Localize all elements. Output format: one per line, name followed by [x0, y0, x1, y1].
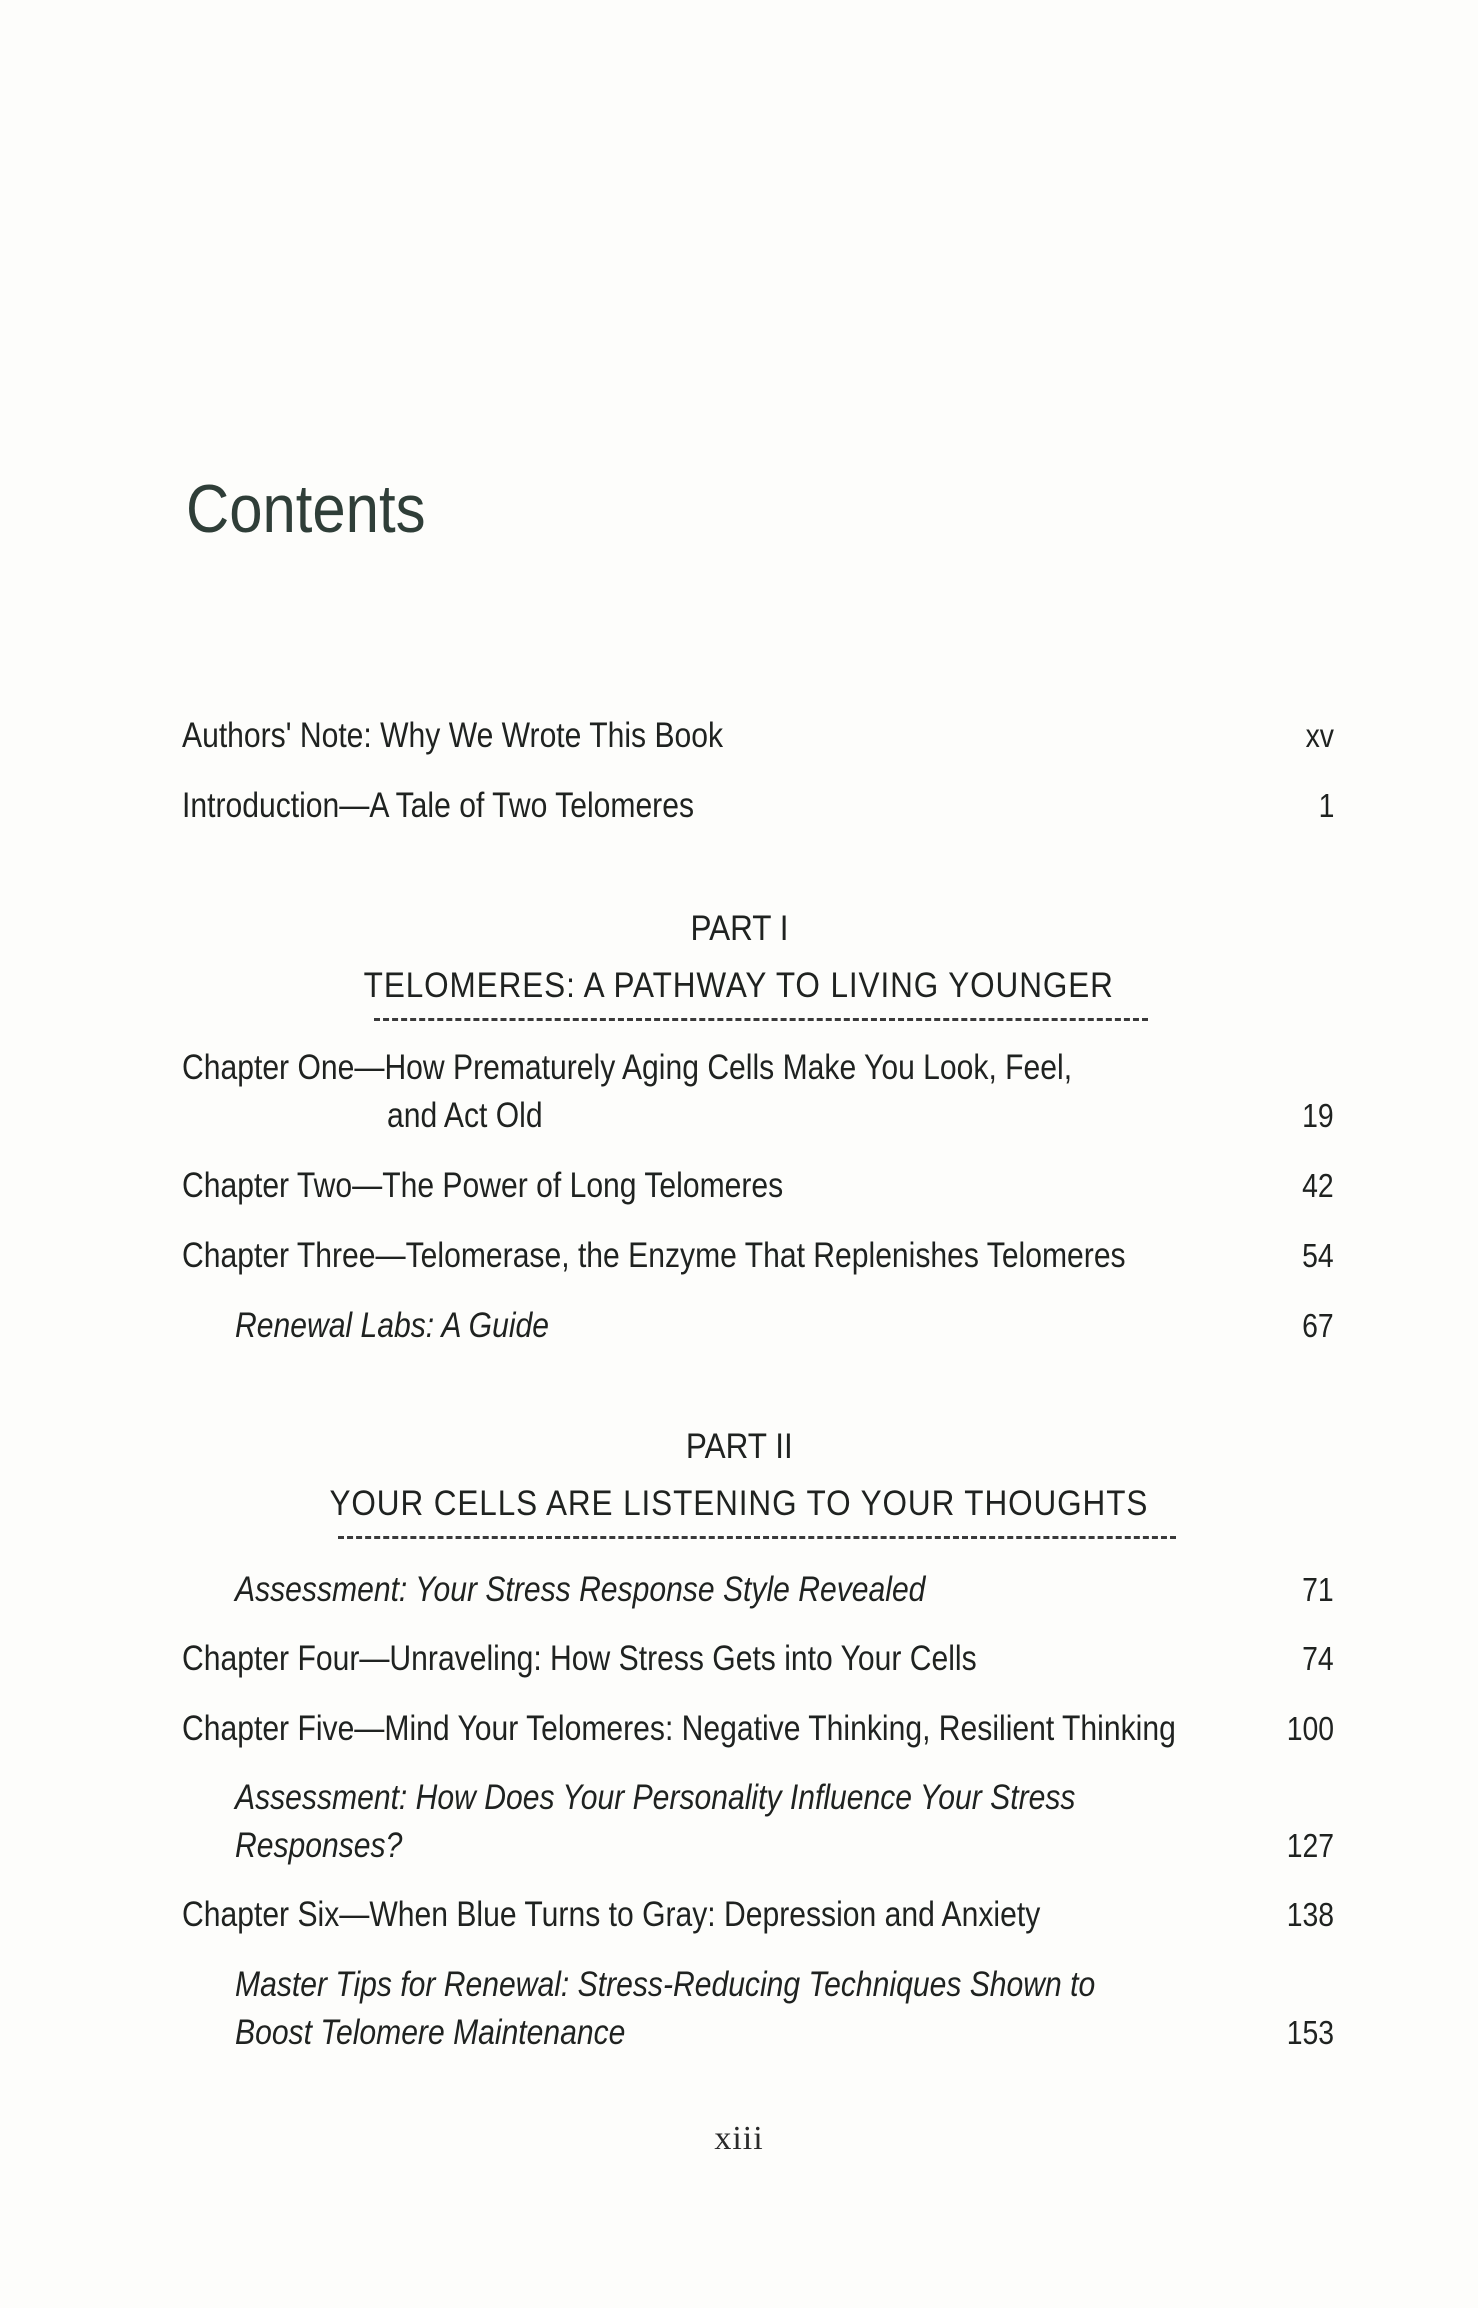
part-divider [374, 1018, 1148, 1021]
toc-page-number: 74 [1302, 1640, 1334, 1677]
toc-entry-chapter-three[interactable] [182, 1232, 1334, 1280]
part-title: YOUR CELLS ARE LISTENING TO YOUR THOUGHTS [329, 1484, 1149, 1523]
toc-entry-label: Chapter One—How Prematurely Aging Cells Make You Look, Feel, [182, 1048, 1073, 1087]
part-divider [338, 1536, 1176, 1539]
part-number: PART I [689, 909, 789, 948]
toc-entry-label-continued: and Act Old [387, 1096, 543, 1135]
toc-entry-introduction[interactable] [182, 782, 1334, 830]
toc-entry-label: Assessment: Your Stress Response Style Revealed [235, 1570, 926, 1609]
toc-entry-label: Chapter Six—When Blue Turns to Gray: Depression and Anxiety [182, 1895, 1041, 1934]
toc-page-number: 67 [1302, 1307, 1334, 1344]
toc-entry-authors-note[interactable] [182, 712, 1334, 760]
toc-page-number: 19 [1302, 1097, 1334, 1134]
toc-entry-master-tips[interactable] [235, 1961, 1334, 2057]
toc-page-number: 127 [1286, 1827, 1334, 1864]
toc-page-number: 100 [1286, 1710, 1334, 1747]
toc-page-number: 71 [1302, 1571, 1334, 1608]
toc-entry-label: Assessment: How Does Your Personality Influence Your Stress [235, 1778, 1076, 1817]
part-number: PART II [685, 1427, 793, 1466]
toc-entry-chapter-six[interactable] [182, 1891, 1334, 1939]
toc-entry-chapter-five[interactable] [182, 1705, 1334, 1753]
toc-page-number: 42 [1302, 1167, 1334, 1204]
toc-entry-assessment-personality[interactable] [235, 1774, 1334, 1870]
toc-page-number: xv [1305, 717, 1334, 754]
toc-entry-renewal-labs[interactable] [235, 1302, 1334, 1350]
toc-entry-label-continued: Responses? [235, 1826, 403, 1865]
part-title: TELOMERES: A PATHWAY TO LIVING YOUNGER [363, 966, 1115, 1005]
toc-entry-label: Renewal Labs: A Guide [235, 1306, 550, 1345]
toc-page-number: 153 [1286, 2014, 1334, 2051]
toc-entry-chapter-four[interactable] [182, 1635, 1334, 1683]
toc-page-number: 1 [1318, 787, 1334, 824]
toc-entry-label: Authors' Note: Why We Wrote This Book [182, 716, 724, 755]
toc-entry-label-continued: Boost Telomere Maintenance [235, 2013, 626, 2052]
toc-entry-chapter-two[interactable] [182, 1162, 1334, 1210]
toc-entry-assessment-stress-style[interactable] [235, 1566, 1334, 1614]
toc-entry-label: Chapter Three—Telomerase, the Enzyme That Replenishes Telomeres [182, 1236, 1126, 1275]
toc-page-number: 54 [1302, 1237, 1334, 1274]
toc-entry-label: Chapter Five—Mind Your Telomeres: Negative Thinking, Resilient Thinking [182, 1709, 1176, 1748]
toc-entry-label: Master Tips for Renewal: Stress-Reducing Techniques Shown to [235, 1965, 1096, 2004]
toc-entry-label: Introduction—A Tale of Two Telomeres [182, 786, 694, 825]
toc-page-number: 138 [1286, 1896, 1334, 1933]
toc-entry-chapter-one[interactable] [182, 1044, 1334, 1140]
toc-entry-label: Chapter Two—The Power of Long Telomeres [182, 1166, 784, 1205]
page-title: Contents [186, 471, 426, 547]
page-folio: xiii [714, 2120, 764, 2157]
toc-entry-label: Chapter Four—Unraveling: How Stress Gets into Your Cells [182, 1639, 977, 1678]
